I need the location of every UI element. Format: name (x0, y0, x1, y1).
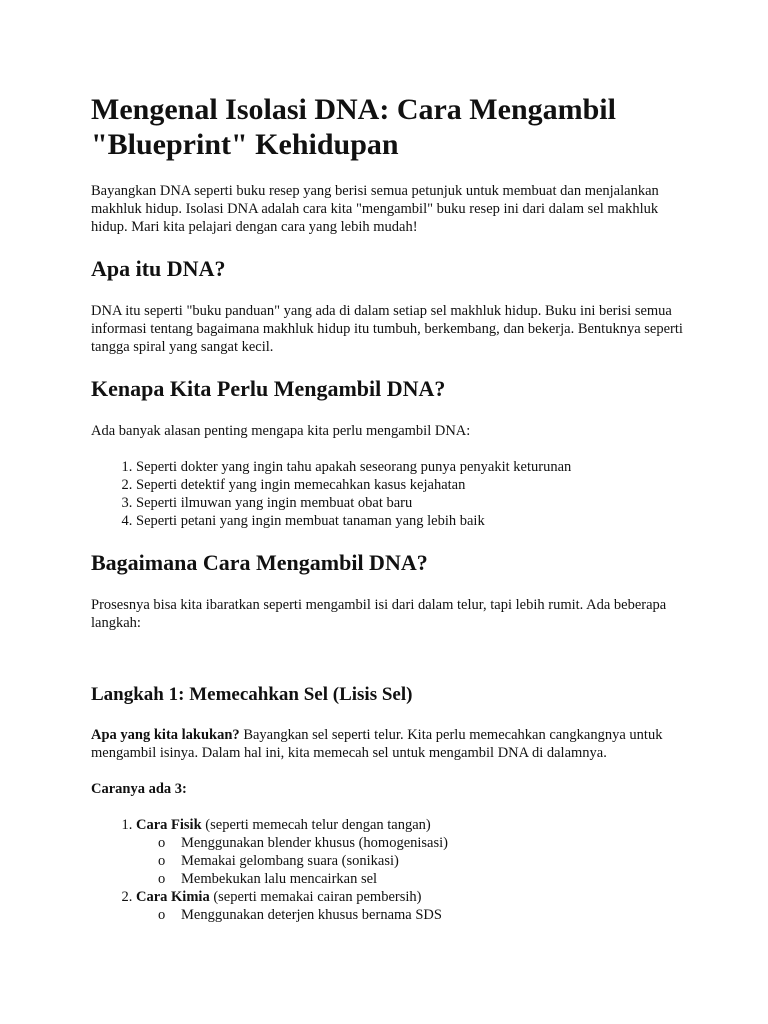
method-desc: (seperti memakai cairan pembersih) (209, 889, 422, 905)
reasons-intro-paragraph: Ada banyak alasan penting mengapa kita perlu mengambil DNA: (91, 423, 471, 439)
sub-bullet: o (158, 835, 166, 851)
methods-list (91, 816, 691, 924)
step1-what-label: Apa yang kita lakukan? (91, 727, 240, 743)
method-sublist (136, 906, 691, 924)
step1-what-paragraph (91, 726, 691, 762)
sub-item-text: Menggunakan deterjen khusus bernama SDS (181, 907, 442, 923)
heading-langkah-1: Langkah 1: Memecahkan Sel (Lisis Sel) (91, 684, 413, 705)
method-sublist (136, 834, 691, 888)
heading-kenapa-mengambil-dna: Kenapa Kita Perlu Mengambil DNA? (91, 376, 446, 401)
list-item: 4. Seperti petani yang ingin membuat tanaman yang lebih baik (136, 512, 691, 530)
method-name: Cara Fisik (136, 817, 202, 833)
sub-bullet: o (158, 853, 166, 869)
sub-list-item (158, 906, 691, 924)
process-intro-paragraph: Prosesnya bisa kita ibaratkan seperti mengambil isi dari dalam telur, tapi lebih rumit. Ada beberapa langkah: (91, 597, 667, 631)
step1-what-text: Bayangkan sel seperti telur. Kita perlu memecahkan cangkangnya untuk mengambil isinya. Dalam hal ini, kita memecah sel untuk mengambil DNA di dalamnya. (91, 727, 663, 761)
sub-bullet: o (158, 907, 166, 923)
list-item: 2. Seperti detektif yang ingin memecahkan kasus kejahatan (136, 476, 691, 494)
sub-list-item (158, 870, 691, 888)
dna-description-paragraph: DNA itu seperti "buku panduan" yang ada di dalam setiap sel makhluk hidup. Buku ini berisi semua informasi tentang bagaimana makhluk hidup itu tumbuh, berkembang, dan bekerja. Bentuknya seperti tangga spiral yang sangat kecil. (91, 303, 683, 355)
step1-ways-paragraph (91, 780, 691, 798)
sub-bullet: o (158, 871, 166, 887)
method-desc: (seperti memecah telur dengan tangan) (201, 817, 431, 833)
sub-item-text: Memakai gelombang suara (sonikasi) (181, 853, 399, 869)
method-name: Cara Kimia (136, 889, 210, 905)
reasons-list (91, 458, 691, 530)
sub-list-item (158, 852, 691, 870)
sub-list-item (158, 834, 691, 852)
heading-apa-itu-dna: Apa itu DNA? (91, 256, 226, 281)
intro-paragraph: Bayangkan DNA seperti buku resep yang berisi semua petunjuk untuk membuat dan menjalankan makhluk hidup. Isolasi DNA adalah cara kita "mengambil" buku resep ini dari dalam sel makhluk hidup. Mari kita pelajari dengan cara yang lebih mudah! (91, 183, 659, 235)
method-item (136, 816, 691, 888)
heading-bagaimana-mengambil-dna: Bagaimana Cara Mengambil DNA? (91, 550, 428, 575)
sub-item-text: Menggunakan blender khusus (homogenisasi) (181, 835, 448, 851)
list-item: 3. Seperti ilmuwan yang ingin membuat obat baru (136, 494, 691, 512)
step1-ways-label: Caranya ada 3: (91, 781, 187, 797)
page-title: Mengenal Isolasi DNA: Cara Mengambil "Blueprint" Kehidupan (91, 93, 616, 161)
method-item (136, 888, 691, 924)
document-content (91, 92, 691, 924)
list-item: 1. Seperti dokter yang ingin tahu apakah seseorang punya penyakit keturunan (136, 458, 691, 476)
sub-item-text: Membekukan lalu mencairkan sel (181, 871, 378, 887)
